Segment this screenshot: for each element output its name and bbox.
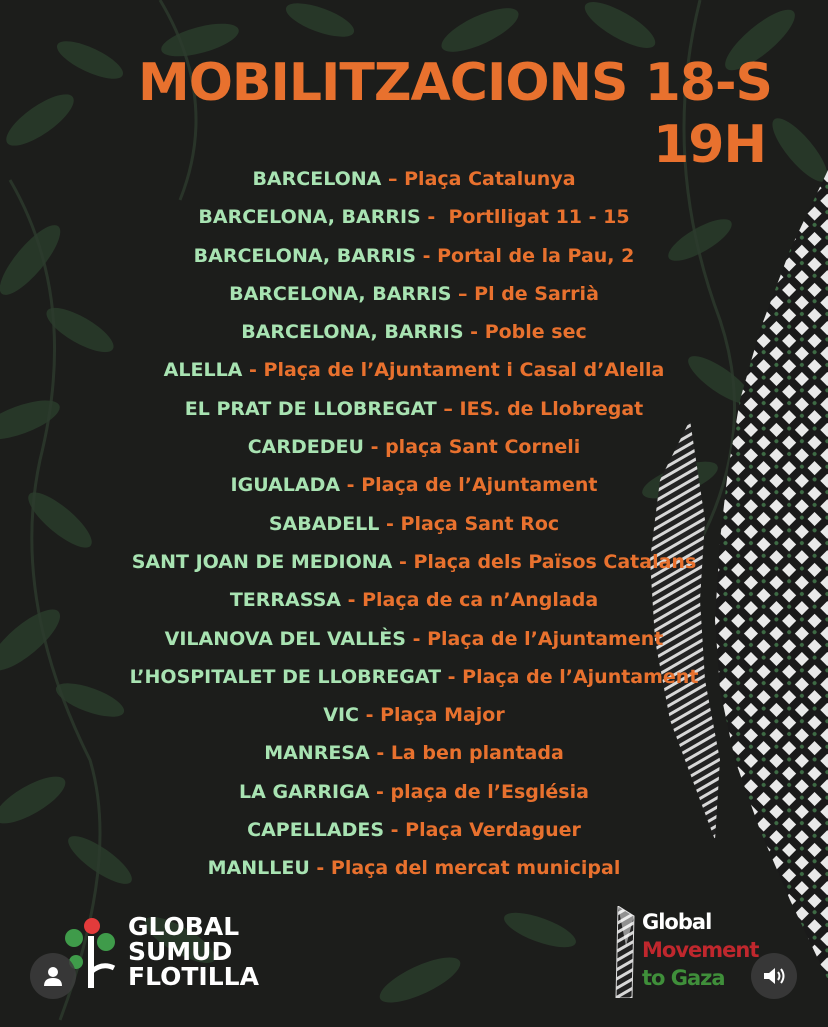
event-row: [0, 696, 828, 734]
event-row: [0, 466, 828, 504]
event-city: BARCELONA, BARRIS: [193, 244, 416, 267]
event-location: Plaça dels Països Catalans: [413, 550, 697, 573]
gsf-logo-line-3: FLOTILLA: [128, 962, 259, 991]
event-location: plaça de l’Església: [390, 780, 589, 803]
event-separator: -: [384, 819, 406, 842]
event-separator: -: [363, 436, 386, 459]
event-row: [0, 160, 828, 198]
event-row: [0, 428, 828, 466]
event-row: [0, 658, 828, 696]
event-row: [0, 390, 828, 428]
event-city: CAPELLADES: [247, 819, 385, 842]
event-city: L’HOSPITALET DE LLOBREGAT: [129, 665, 442, 688]
event-row: [0, 773, 828, 811]
event-separator: -: [340, 589, 363, 612]
page-title: MOBILITZACIONS 18-S: [137, 53, 772, 113]
event-location: Plaça de l’Ajuntament: [361, 474, 598, 497]
event-row: [0, 237, 828, 275]
event-separator: -: [405, 627, 428, 650]
event-separator: -: [340, 474, 362, 497]
event-location: Portal de la Pau, 2: [437, 244, 635, 267]
event-location: IES. de Llobregat: [459, 397, 644, 420]
event-row: [0, 543, 828, 581]
gsf-logo-line-2: SUMUD: [128, 937, 233, 966]
event-city: LA GARRIGA: [239, 780, 370, 803]
global-sumud-flotilla-logo: [62, 912, 302, 992]
event-separator: -: [379, 512, 401, 535]
event-list: [0, 160, 828, 888]
event-city: ALELLA: [163, 359, 243, 382]
event-city: BARCELONA, BARRIS: [229, 282, 452, 305]
event-city: EL PRAT DE LLOBREGAT: [184, 397, 437, 420]
event-location: plaça Sant Corneli: [385, 436, 581, 459]
event-city: VILANOVA DEL VALLÈS: [164, 627, 406, 650]
event-city: SANT JOAN DE MEDIONA: [131, 550, 393, 573]
event-city: MANLLEU: [207, 857, 310, 880]
event-location: Pl de Sarrià: [474, 282, 599, 305]
gmg-logo-line-1: Global: [642, 910, 712, 934]
event-separator: -: [441, 665, 463, 688]
speaker-icon: [762, 965, 786, 987]
event-location: Plaça de l’Ajuntament: [427, 627, 664, 650]
gsf-logo-line-1: GLOBAL: [128, 912, 240, 941]
event-separator: -: [369, 742, 391, 765]
event-separator: –: [436, 397, 460, 420]
event-row: [0, 351, 828, 389]
event-city: BARCELONA: [252, 168, 382, 190]
event-separator: -: [415, 244, 438, 267]
event-separator: -: [420, 206, 442, 229]
event-location: Plaça de l’Ajuntament i Casal d’Alella: [263, 359, 665, 382]
sound-toggle-button[interactable]: [751, 953, 797, 999]
event-separator: -: [309, 857, 331, 880]
event-row: [0, 505, 828, 543]
event-city: BARCELONA, BARRIS: [241, 321, 464, 344]
event-separator: -: [242, 359, 264, 382]
event-city: MANRESA: [264, 742, 370, 765]
event-location: Plaça Verdaguer: [405, 819, 581, 842]
event-city: BARCELONA, BARRIS: [198, 206, 421, 229]
event-separator: -: [392, 550, 414, 573]
event-location: Poble sec: [484, 321, 587, 344]
event-location: Plaça Catalunya: [404, 168, 576, 190]
event-row: [0, 849, 828, 887]
keffiyeh-figure-icon: [612, 906, 640, 998]
event-location: Portlligat 11 - 15: [441, 206, 630, 229]
event-row: [0, 198, 828, 236]
event-location: Plaça Sant Roc: [400, 512, 560, 535]
event-row: [0, 313, 828, 351]
tagged-profiles-button[interactable]: [30, 953, 76, 999]
event-separator: -: [358, 704, 381, 727]
event-city: CARDEDEU: [247, 436, 364, 459]
event-location: Plaça de l’Ajuntament: [462, 665, 699, 688]
profile-icon: [42, 965, 64, 987]
event-city: IGUALADA: [230, 474, 341, 497]
gmg-logo-line-3: to Gaza: [642, 966, 725, 990]
event-city: VIC: [323, 704, 359, 727]
event-city: TERRASSA: [229, 589, 341, 612]
event-separator: -: [463, 321, 485, 344]
event-row: [0, 734, 828, 772]
event-row: [0, 581, 828, 619]
event-row: [0, 620, 828, 658]
event-location: Plaça Major: [380, 704, 505, 727]
event-row: [0, 811, 828, 849]
event-row: [0, 275, 828, 313]
global-movement-to-gaza-logo: [612, 906, 762, 1002]
event-location: Plaça de ca n’Anglada: [362, 589, 599, 612]
event-separator: -: [369, 780, 391, 803]
event-city: SABADELL: [268, 512, 380, 535]
page-subtitle-time: 19H: [653, 115, 766, 175]
event-separator: –: [381, 168, 405, 190]
event-location: Plaça del mercat municipal: [330, 857, 621, 880]
gmg-logo-line-2: Movement: [642, 938, 759, 962]
event-separator: –: [451, 282, 475, 305]
event-location: La ben plantada: [390, 742, 564, 765]
